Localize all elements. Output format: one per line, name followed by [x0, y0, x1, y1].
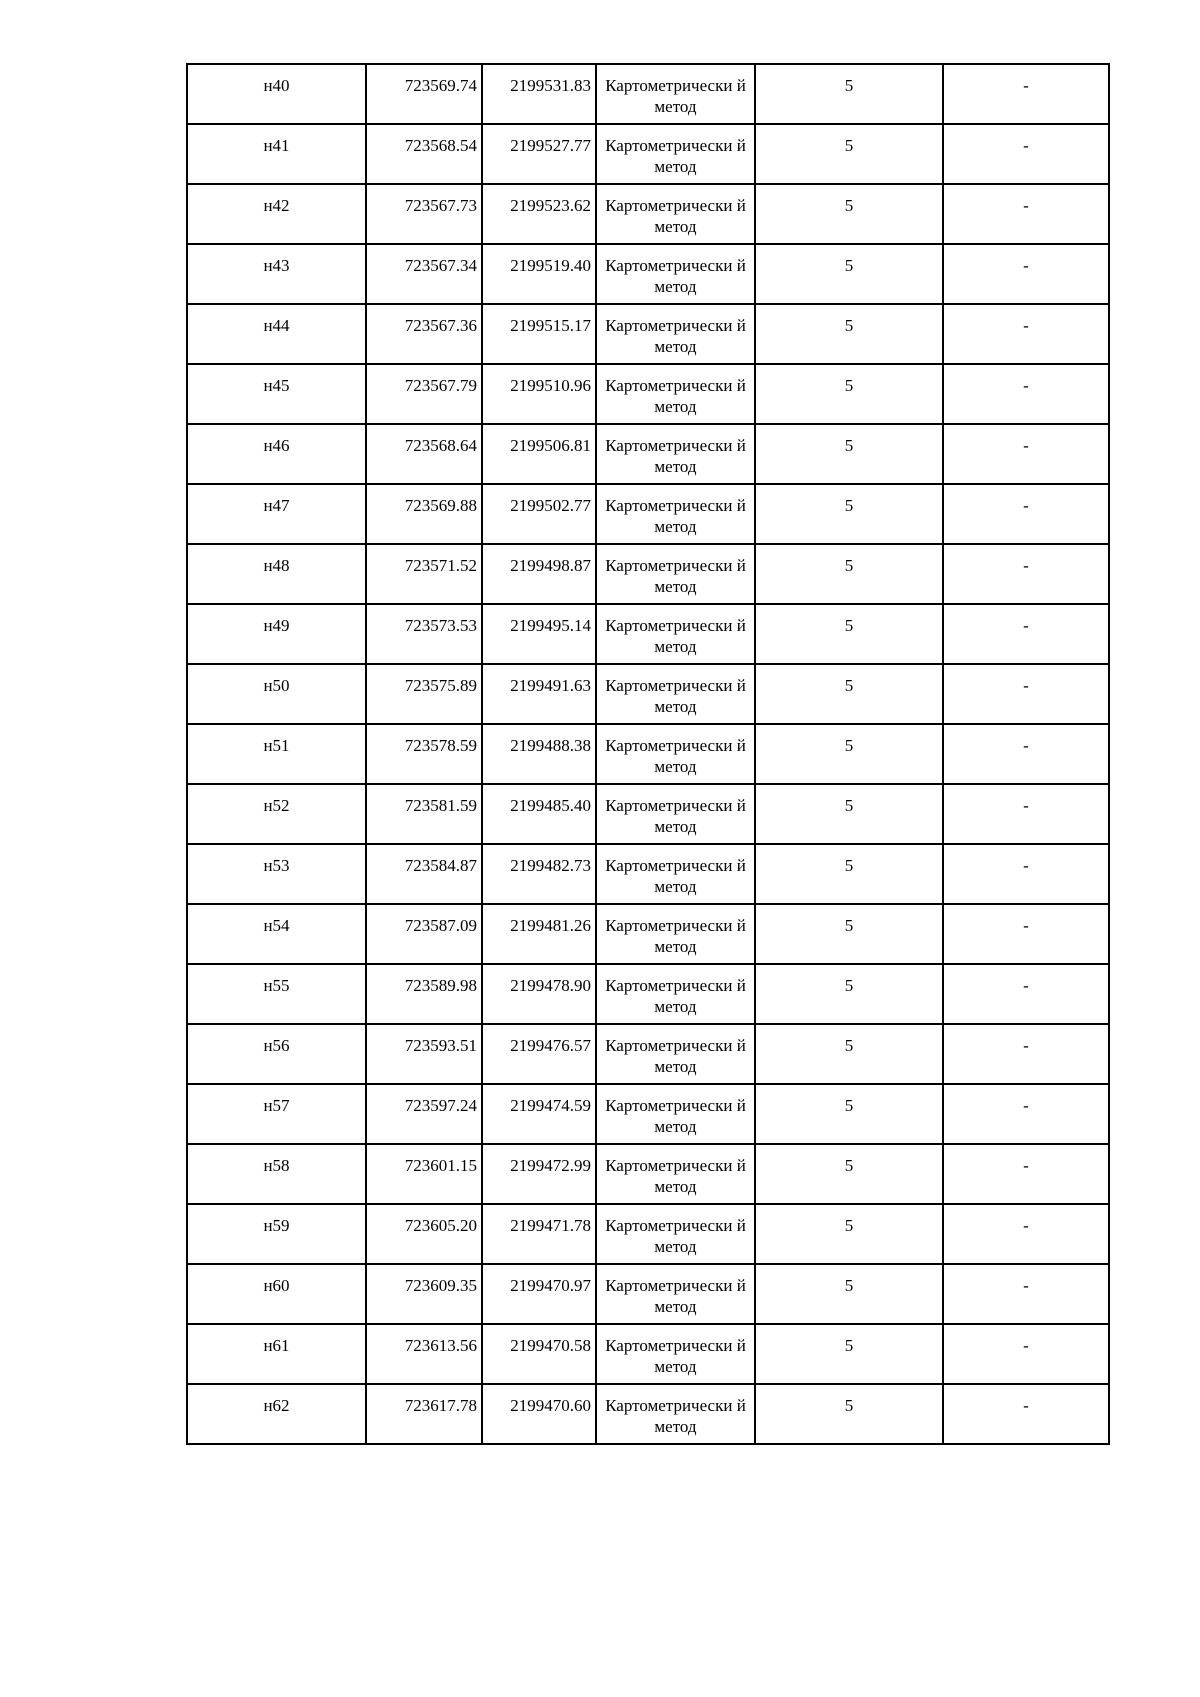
- point-name-cell: н62: [187, 1384, 366, 1444]
- x-coordinate-cell: 723568.64: [366, 424, 482, 484]
- method-cell: Картометрически й метод: [596, 964, 755, 1024]
- point-name-cell: н54: [187, 904, 366, 964]
- point-name-cell: н58: [187, 1144, 366, 1204]
- y-coordinate-cell: 2199498.87: [482, 544, 596, 604]
- x-coordinate-cell: 723609.35: [366, 1264, 482, 1324]
- x-coordinate-cell: 723597.24: [366, 1084, 482, 1144]
- description-cell: -: [943, 1024, 1109, 1084]
- table-row: [187, 604, 1109, 664]
- y-coordinate-cell: 2199471.78: [482, 1204, 596, 1264]
- point-name-cell: н52: [187, 784, 366, 844]
- table-row: [187, 964, 1109, 1024]
- table-row: [187, 304, 1109, 364]
- x-coordinate-cell: 723573.53: [366, 604, 482, 664]
- accuracy-cell: 5: [755, 184, 943, 244]
- point-name-cell: н41: [187, 124, 366, 184]
- accuracy-cell: 5: [755, 604, 943, 664]
- y-coordinate-cell: 2199531.83: [482, 64, 596, 124]
- y-coordinate-cell: 2199515.17: [482, 304, 596, 364]
- x-coordinate-cell: 723584.87: [366, 844, 482, 904]
- accuracy-cell: 5: [755, 244, 943, 304]
- y-coordinate-cell: 2199478.90: [482, 964, 596, 1024]
- description-cell: -: [943, 484, 1109, 544]
- coordinates-table-body: [187, 64, 1109, 1444]
- point-name-cell: н57: [187, 1084, 366, 1144]
- x-coordinate-cell: 723567.34: [366, 244, 482, 304]
- method-cell: Картометрически й метод: [596, 724, 755, 784]
- x-coordinate-cell: 723613.56: [366, 1324, 482, 1384]
- description-cell: -: [943, 964, 1109, 1024]
- description-cell: -: [943, 1384, 1109, 1444]
- description-cell: -: [943, 124, 1109, 184]
- y-coordinate-cell: 2199527.77: [482, 124, 596, 184]
- accuracy-cell: 5: [755, 124, 943, 184]
- point-name-cell: н46: [187, 424, 366, 484]
- method-cell: Картометрически й метод: [596, 844, 755, 904]
- x-coordinate-cell: 723605.20: [366, 1204, 482, 1264]
- x-coordinate-cell: 723569.88: [366, 484, 482, 544]
- accuracy-cell: 5: [755, 1324, 943, 1384]
- y-coordinate-cell: 2199510.96: [482, 364, 596, 424]
- method-cell: Картометрически й метод: [596, 1204, 755, 1264]
- y-coordinate-cell: 2199481.26: [482, 904, 596, 964]
- method-cell: Картометрически й метод: [596, 1084, 755, 1144]
- x-coordinate-cell: 723617.78: [366, 1384, 482, 1444]
- description-cell: -: [943, 424, 1109, 484]
- method-cell: Картометрически й метод: [596, 784, 755, 844]
- accuracy-cell: 5: [755, 904, 943, 964]
- point-name-cell: н59: [187, 1204, 366, 1264]
- table-row: [187, 1024, 1109, 1084]
- point-name-cell: н48: [187, 544, 366, 604]
- accuracy-cell: 5: [755, 424, 943, 484]
- table-row: [187, 664, 1109, 724]
- method-cell: Картометрически й метод: [596, 184, 755, 244]
- method-cell: Картометрически й метод: [596, 424, 755, 484]
- table-row: [187, 844, 1109, 904]
- accuracy-cell: 5: [755, 664, 943, 724]
- point-name-cell: н53: [187, 844, 366, 904]
- accuracy-cell: 5: [755, 724, 943, 784]
- x-coordinate-cell: 723567.36: [366, 304, 482, 364]
- accuracy-cell: 5: [755, 304, 943, 364]
- y-coordinate-cell: 2199482.73: [482, 844, 596, 904]
- coordinates-table: [186, 63, 1110, 1445]
- x-coordinate-cell: 723581.59: [366, 784, 482, 844]
- description-cell: -: [943, 184, 1109, 244]
- description-cell: -: [943, 1084, 1109, 1144]
- accuracy-cell: 5: [755, 1024, 943, 1084]
- description-cell: -: [943, 844, 1109, 904]
- point-name-cell: н43: [187, 244, 366, 304]
- point-name-cell: н51: [187, 724, 366, 784]
- point-name-cell: н60: [187, 1264, 366, 1324]
- method-cell: Картометрически й метод: [596, 664, 755, 724]
- method-cell: Картометрически й метод: [596, 1384, 755, 1444]
- description-cell: -: [943, 304, 1109, 364]
- table-row: [187, 904, 1109, 964]
- x-coordinate-cell: 723568.54: [366, 124, 482, 184]
- table-row: [187, 484, 1109, 544]
- table-row: [187, 1084, 1109, 1144]
- description-cell: -: [943, 244, 1109, 304]
- method-cell: Картометрически й метод: [596, 64, 755, 124]
- accuracy-cell: 5: [755, 844, 943, 904]
- accuracy-cell: 5: [755, 784, 943, 844]
- table-row: [187, 424, 1109, 484]
- description-cell: -: [943, 1264, 1109, 1324]
- x-coordinate-cell: 723589.98: [366, 964, 482, 1024]
- x-coordinate-cell: 723593.51: [366, 1024, 482, 1084]
- table-row: [187, 1384, 1109, 1444]
- x-coordinate-cell: 723569.74: [366, 64, 482, 124]
- point-name-cell: н45: [187, 364, 366, 424]
- table-row: [187, 1324, 1109, 1384]
- description-cell: -: [943, 664, 1109, 724]
- y-coordinate-cell: 2199491.63: [482, 664, 596, 724]
- method-cell: Картометрически й метод: [596, 1024, 755, 1084]
- x-coordinate-cell: 723578.59: [366, 724, 482, 784]
- accuracy-cell: 5: [755, 484, 943, 544]
- description-cell: -: [943, 784, 1109, 844]
- y-coordinate-cell: 2199470.58: [482, 1324, 596, 1384]
- x-coordinate-cell: 723601.15: [366, 1144, 482, 1204]
- method-cell: Картометрически й метод: [596, 124, 755, 184]
- description-cell: -: [943, 544, 1109, 604]
- accuracy-cell: 5: [755, 1384, 943, 1444]
- y-coordinate-cell: 2199519.40: [482, 244, 596, 304]
- y-coordinate-cell: 2199472.99: [482, 1144, 596, 1204]
- method-cell: Картометрически й метод: [596, 364, 755, 424]
- description-cell: -: [943, 1144, 1109, 1204]
- table-row: [187, 724, 1109, 784]
- method-cell: Картометрически й метод: [596, 244, 755, 304]
- method-cell: Картометрически й метод: [596, 544, 755, 604]
- x-coordinate-cell: 723575.89: [366, 664, 482, 724]
- y-coordinate-cell: 2199523.62: [482, 184, 596, 244]
- point-name-cell: н49: [187, 604, 366, 664]
- table-row: [187, 1204, 1109, 1264]
- accuracy-cell: 5: [755, 964, 943, 1024]
- method-cell: Картометрически й метод: [596, 1264, 755, 1324]
- point-name-cell: н40: [187, 64, 366, 124]
- method-cell: Картометрически й метод: [596, 604, 755, 664]
- accuracy-cell: 5: [755, 1204, 943, 1264]
- method-cell: Картометрически й метод: [596, 1324, 755, 1384]
- point-name-cell: н50: [187, 664, 366, 724]
- y-coordinate-cell: 2199474.59: [482, 1084, 596, 1144]
- description-cell: -: [943, 364, 1109, 424]
- point-name-cell: н44: [187, 304, 366, 364]
- table-row: [187, 64, 1109, 124]
- point-name-cell: н55: [187, 964, 366, 1024]
- y-coordinate-cell: 2199495.14: [482, 604, 596, 664]
- y-coordinate-cell: 2199502.77: [482, 484, 596, 544]
- accuracy-cell: 5: [755, 1264, 943, 1324]
- accuracy-cell: 5: [755, 364, 943, 424]
- x-coordinate-cell: 723587.09: [366, 904, 482, 964]
- accuracy-cell: 5: [755, 64, 943, 124]
- y-coordinate-cell: 2199485.40: [482, 784, 596, 844]
- point-name-cell: н61: [187, 1324, 366, 1384]
- method-cell: Картометрически й метод: [596, 1144, 755, 1204]
- x-coordinate-cell: 723571.52: [366, 544, 482, 604]
- table-row: [187, 244, 1109, 304]
- accuracy-cell: 5: [755, 1084, 943, 1144]
- description-cell: -: [943, 64, 1109, 124]
- point-name-cell: н47: [187, 484, 366, 544]
- table-row: [187, 784, 1109, 844]
- y-coordinate-cell: 2199506.81: [482, 424, 596, 484]
- x-coordinate-cell: 723567.73: [366, 184, 482, 244]
- point-name-cell: н42: [187, 184, 366, 244]
- y-coordinate-cell: 2199470.97: [482, 1264, 596, 1324]
- description-cell: -: [943, 724, 1109, 784]
- point-name-cell: н56: [187, 1024, 366, 1084]
- method-cell: Картометрически й метод: [596, 484, 755, 544]
- description-cell: -: [943, 1324, 1109, 1384]
- y-coordinate-cell: 2199488.38: [482, 724, 596, 784]
- x-coordinate-cell: 723567.79: [366, 364, 482, 424]
- y-coordinate-cell: 2199470.60: [482, 1384, 596, 1444]
- method-cell: Картометрически й метод: [596, 304, 755, 364]
- table-row: [187, 364, 1109, 424]
- accuracy-cell: 5: [755, 1144, 943, 1204]
- description-cell: -: [943, 604, 1109, 664]
- table-row: [187, 1264, 1109, 1324]
- table-row: [187, 184, 1109, 244]
- table-row: [187, 544, 1109, 604]
- description-cell: -: [943, 1204, 1109, 1264]
- accuracy-cell: 5: [755, 544, 943, 604]
- description-cell: -: [943, 904, 1109, 964]
- method-cell: Картометрически й метод: [596, 904, 755, 964]
- table-row: [187, 124, 1109, 184]
- table-row: [187, 1144, 1109, 1204]
- y-coordinate-cell: 2199476.57: [482, 1024, 596, 1084]
